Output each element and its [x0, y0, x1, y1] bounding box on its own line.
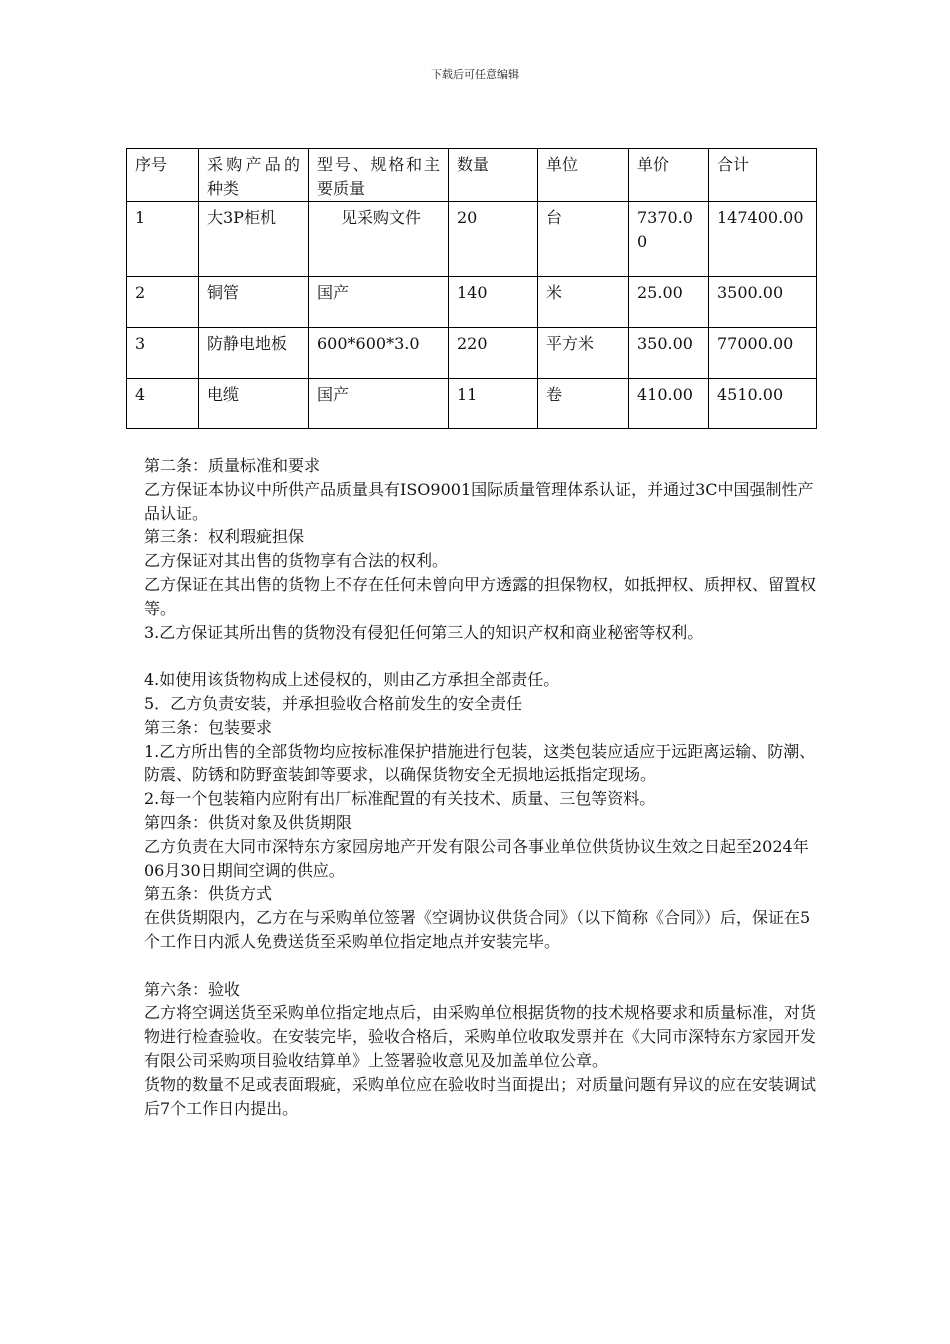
paragraph: 乙方负责在大同市深特东方家园房地产开发有限公司各事业单位供货协议生效之日起至2024年06月30日期间空调的供应。: [144, 836, 809, 880]
section-heading: 第六条：验收: [144, 979, 241, 999]
cell-product: 铜管: [199, 277, 309, 328]
cell-spec: 国产: [309, 277, 449, 328]
cell-spec: 600*600*3.0: [309, 328, 449, 379]
header-cell-product-type: 采购产品的种类: [199, 149, 309, 202]
paragraph: 1.乙方所出售的全部货物均应按标准保护措施进行包装，这类包装应适应于远距离运输、防潮、防震、防锈和防野蛮装卸等要求，以确保货物安全无损地运抵指定现场。: [144, 741, 816, 785]
cell-index: 1: [127, 202, 199, 277]
section-heading: 第三条：包装要求: [144, 717, 273, 737]
section-heading: 第二条：质量标准和要求: [144, 456, 321, 475]
page-header-note: 下载后可任意编辑: [431, 68, 519, 81]
header-cell-spec: 型号、规格和主要质量: [309, 149, 449, 202]
cell-unit-price: 7370.00: [629, 202, 709, 277]
section-heading: 第四条：供货对象及供货期限: [144, 812, 353, 832]
cell-unit: 台: [538, 202, 629, 277]
cell-index: 2: [127, 277, 199, 328]
cell-index: 3: [127, 328, 199, 379]
table-row: [127, 277, 817, 328]
cell-product: 电缆: [199, 379, 309, 429]
cell-spec: [309, 202, 449, 277]
paragraph: 乙方保证在其出售的货物上不存在任何未曾向甲方透露的担保物权，如抵押权、质押权、留置权等。: [144, 574, 817, 618]
paragraph: 乙方保证对其出售的货物享有合法的权利。: [144, 551, 449, 571]
cell-unit: 米: [538, 277, 629, 328]
procurement-table: [126, 148, 817, 429]
header-cell-unit: 单位: [538, 149, 629, 202]
paragraph: 货物的数量不足或表面瑕疵，采购单位应在验收时当面提出；对质量问题有异议的应在安装调试后7个工作日内提出。: [144, 1074, 817, 1118]
cell-quantity: 140: [449, 277, 538, 328]
paragraph: 2.每一个包装箱内应附有出厂标准配置的有关技术、质量、三包等资料。: [144, 789, 656, 809]
cell-unit: 平方米: [538, 328, 629, 379]
paragraph: 5．乙方负责安装，并承担验收合格前发生的安全责任: [144, 693, 523, 713]
cell-index: 4: [127, 379, 199, 429]
section-heading: 第五条：供货方式: [144, 884, 273, 904]
paragraph: 4.如使用该货物构成上述侵权的，则由乙方承担全部责任。: [144, 670, 560, 690]
header-cell-quantity: 数量: [449, 149, 538, 202]
table-row: [127, 328, 817, 379]
cell-unit-price: 25.00: [629, 277, 709, 328]
table-header-row: [127, 149, 817, 202]
header-cell-index: 序号: [127, 149, 199, 202]
cell-quantity: 220: [449, 328, 538, 379]
cell-total: 3500.00: [709, 277, 817, 328]
cell-total: 77000.00: [709, 328, 817, 379]
cell-quantity: 11: [449, 379, 538, 429]
paragraph: 在供货期限内，乙方在与采购单位签署《空调协议供货合同》（以下简称《合同》）后，保证在5个工作日内派人免费送货至采购单位指定地点并安装完毕。: [144, 908, 811, 951]
cell-unit-price: 350.00: [629, 328, 709, 379]
cell-total: 147400.00: [709, 202, 817, 277]
cell-product: 防静电地板: [199, 328, 309, 379]
contract-body: [144, 454, 824, 1120]
cell-quantity: 20: [449, 202, 538, 277]
cell-spec: 国产: [309, 379, 449, 429]
section-heading: 第三条：权利瑕疵担保: [144, 527, 305, 547]
paragraph: 3.乙方保证其所出售的货物没有侵犯任何第三人的知识产权和商业秘密等权利。: [144, 622, 704, 642]
header-cell-total: 合计: [709, 149, 817, 202]
table-row: [127, 379, 817, 429]
paragraph: 乙方保证本协议中所供产品质量具有ISO9001国际质量管理体系认证，并通过3C中国强制性产品认证。: [144, 479, 814, 523]
cell-product: 大3P柜机: [199, 202, 309, 277]
cell-total: 4510.00: [709, 379, 817, 429]
paragraph: 乙方将空调送货至采购单位指定地点后，由采购单位根据货物的技术规格要求和质量标准，对货物进行检查验收。在安装完毕，验收合格后，采购单位收取发票并在《大同市深特东方家园开发有限公司采购项目验收结算单》上签署验收意见及加盖单位公章。: [144, 1003, 817, 1070]
cell-unit-price: 410.00: [629, 379, 709, 429]
cell-unit: 卷: [538, 379, 629, 429]
cell-spec-text: 见采购文件: [341, 208, 422, 227]
table-row: [127, 202, 817, 277]
header-cell-unit-price: 单价: [629, 149, 709, 202]
